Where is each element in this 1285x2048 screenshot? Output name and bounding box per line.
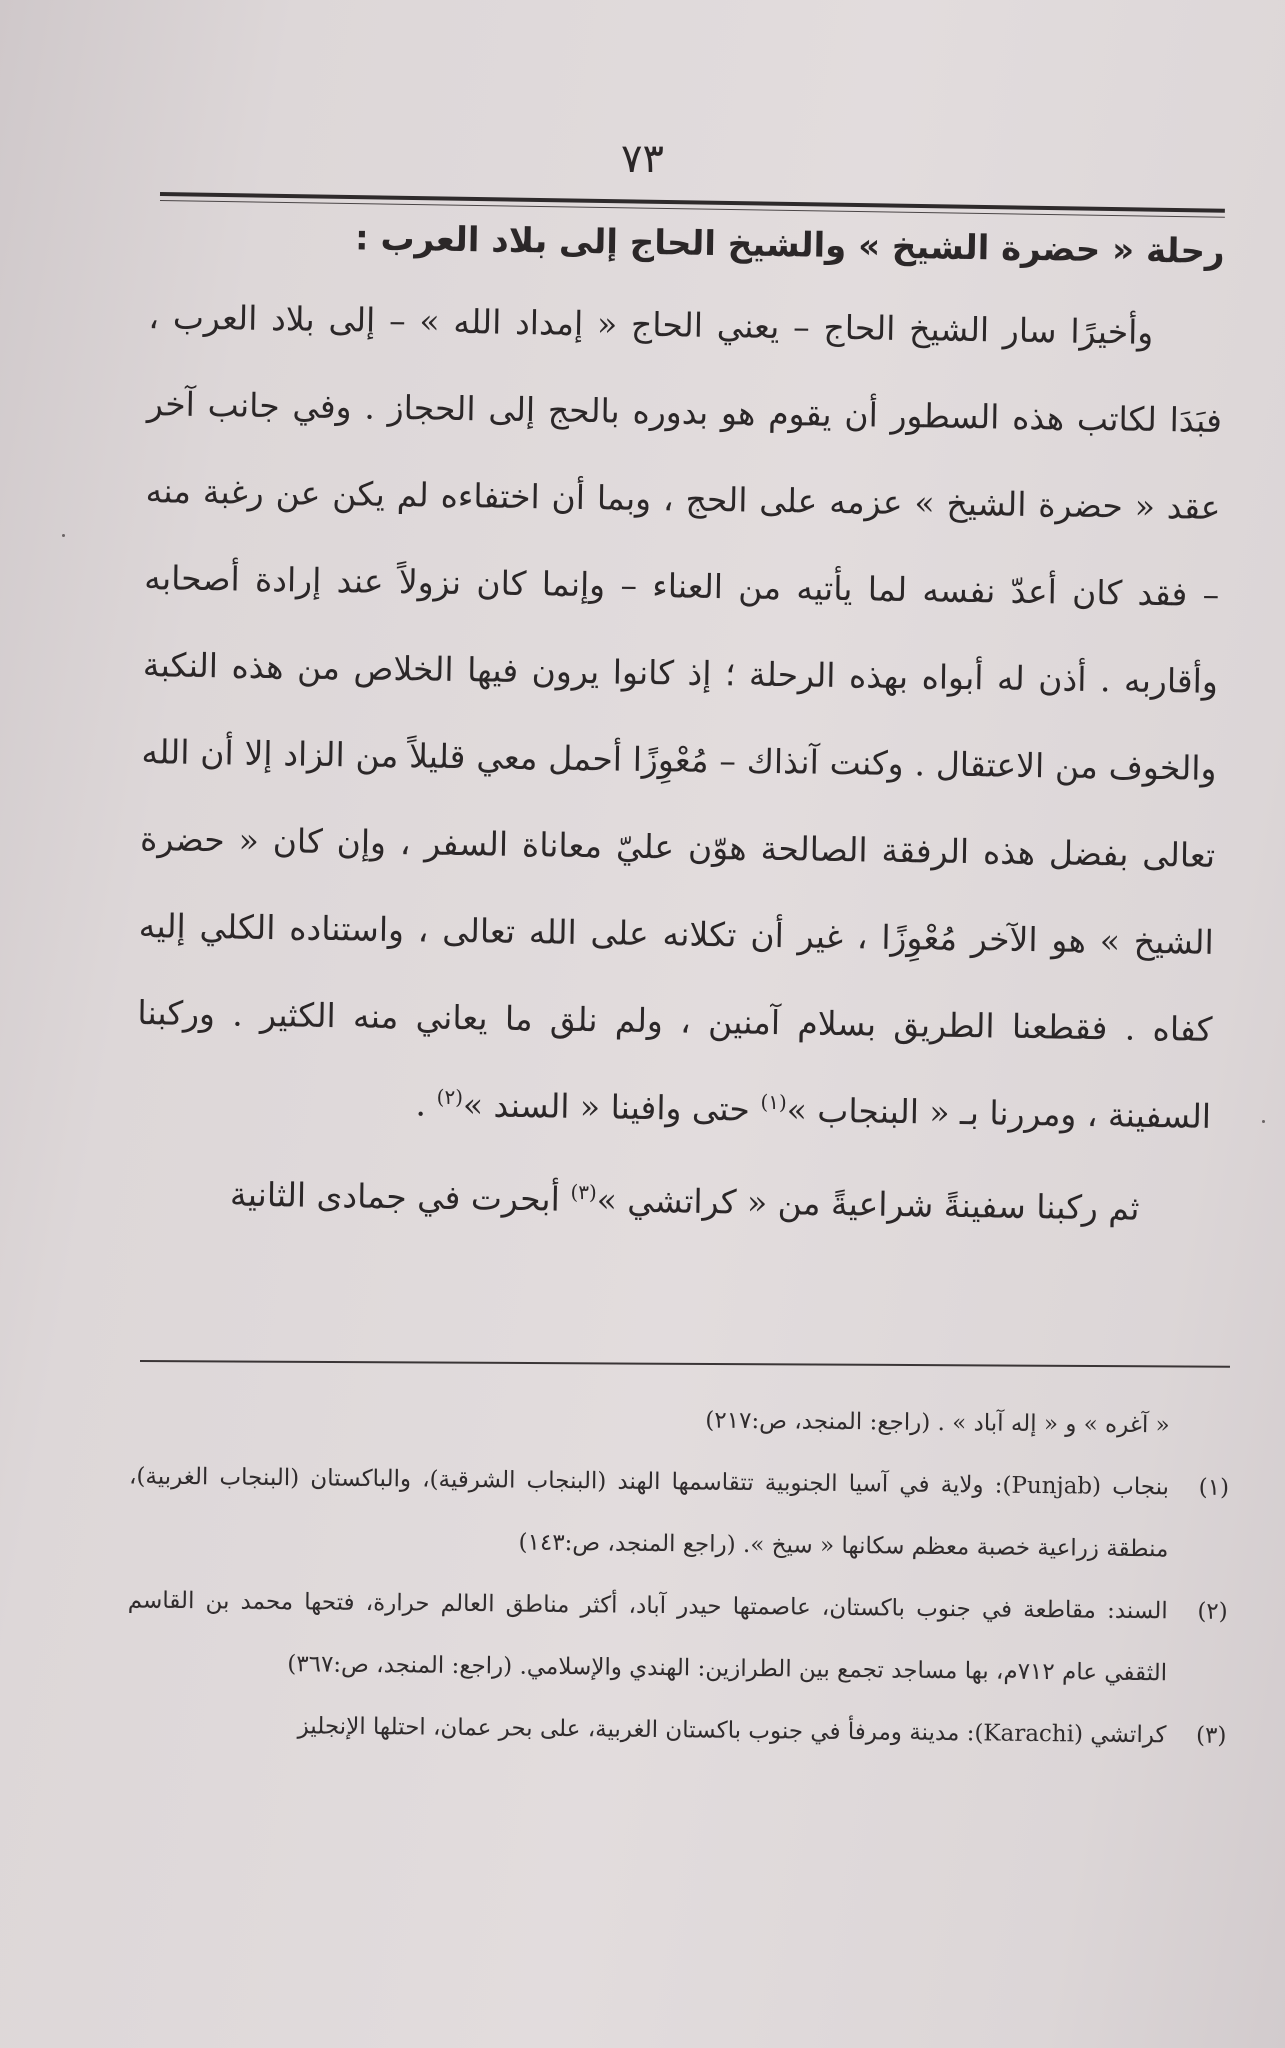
footnote-text: السند: مقاطعة في جنوب باكستان، عاصمتها حيدر آباد، أكثر مناطق العالم حرارة، فتحها محمد بن القاسم الثقفي عام ٧١٢م، بها مساجد تجمع بين الطرازين: الهندي والإسلامي. (راجع: المنجد، ص:٣٦٧) — [127, 1587, 1168, 1687]
paragraph-text-part2: حتى وافينا « السند » — [462, 1085, 761, 1129]
footnote-item-1 — [128, 1445, 1229, 1581]
footnote-separator — [140, 1360, 1230, 1368]
footnote-item-3 — [126, 1693, 1227, 1767]
main-text-block — [134, 207, 1225, 1253]
footnote-ref-2[interactable]: (٢) — [436, 1084, 464, 1110]
page-number: ٧٣ — [621, 136, 664, 182]
body-paragraph — [135, 273, 1224, 1160]
closing-line — [134, 1149, 1210, 1253]
footnotes-section — [126, 1383, 1230, 1766]
closing-text-part1: ثم ركبنا سفينةً شراعيةً من « كراتشي » — [596, 1180, 1140, 1228]
paragraph-text-part1: وأخيرًا سار الشيخ الحاج – يعني الحاج « إمداد الله » – إلى بلاد العرب ، فبَدَا لكاتب هذه السطور أن يقوم هو بدوره بالحج إلى الحجاز . وفي جانب آخر عقد « حضرة الشيخ » عزمه على الحج ، وبما أن اختفاءه لم يكن عن رغبة منه – فقد كان أعدّ نفسه لما يأتيه من العناء – وإنما كان نزولاً عند إرادة أصحابه وأقاربه . أذن له أبواه بهذه الرحلة ؛ إذ كانوا يرون فيها الخلاص من هذه النكبة والخوف من الاعتقال . وكنت آنذاك – مُعْوِزًا أحمل معي قليلاً من الزاد إلا أن الله تعالى بفضل هذه الرفقة الصالحة هوّن عليّ معاناة السفر ، وإن كان « حضرة الشيخ » هو الآخر مُعْوِزًا ، غير أن تكلانه على الله تعالى ، واستناده الكلي إليه كفاه . فقطعنا الطريق بسلام آمنين ، ولم نلق ما يعاني منه الكثير . وركبنا السفينة ، ومررنا بـ « البنجاب » — [137, 297, 1223, 1136]
footnote-number: (١) — [1198, 1474, 1230, 1501]
paper-speck — [62, 534, 65, 537]
footnote-number: (٢) — [1197, 1598, 1228, 1625]
footnote-item-2 — [127, 1569, 1228, 1705]
footnote-ref-1[interactable]: (١) — [760, 1089, 787, 1115]
paper-speck — [1262, 1120, 1265, 1123]
closing-text-part2: أبحرت في جمادى الثانية — [229, 1174, 571, 1219]
paragraph-indent — [1153, 344, 1223, 345]
section-heading: رحلة « حضرة الشيخ » والشيخ الحاج إلى بلاد العرب : — [354, 218, 1225, 272]
paragraph-text-part3: . — [415, 1084, 437, 1124]
footnote-text: كراتشي (Karachi): مدينة ومرفأ في جنوب باكستان الغربية، على بحر عمان، احتلها الإنجليز — [297, 1713, 1167, 1749]
footnote-number: (٣) — [1195, 1722, 1227, 1749]
footnote-text: بنجاب (Punjab): ولاية في آسيا الجنوبية تتقاسمها الهند (البنجاب الشرقية)، والباكستان (البنجاب الغربية)، منطقة زراعية خصبة معظم سكانها « سيخ ». (راجع المنجد، ص:١٤٣) — [128, 1463, 1170, 1563]
footnote-carry-over: « آغره » و « إله آباد » . (راجع: المنجد، ص:٢١٧) — [705, 1407, 1170, 1439]
footnote-ref-3[interactable]: (٣) — [570, 1179, 597, 1205]
